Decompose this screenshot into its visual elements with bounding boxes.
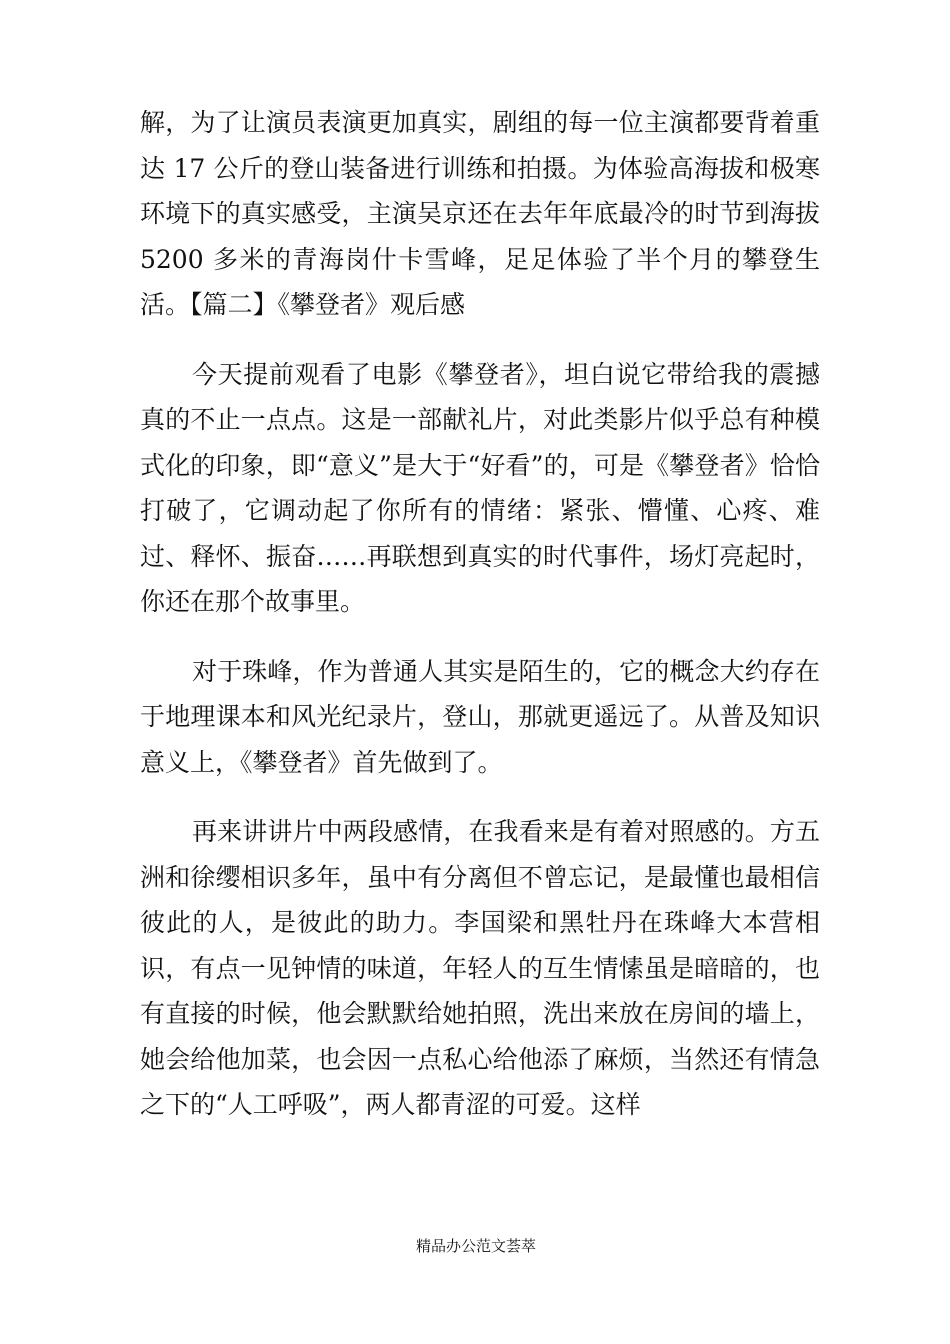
paragraph-everest: 对于珠峰，作为普通人其实是陌生的，它的概念大约存在于地理课本和风光纪录片，登山，那就更遥远了。从普及知识意义上，《攀登者》首先做到了。 <box>140 656 820 777</box>
paragraph-review-intro: 今天提前观看了电影《攀登者》，坦白说它带给我的震撼真的不止一点点。这是一部献礼片，对此类影片似乎总有种模式化的印象，即“意义”是大于“好看”的，可是《攀登者》恰恰打破了，它调动起了你所有的情绪：紧张、懵懂、心疼、难过、释怀、振奋……再联想到真实的时代事件，场灯亮起时，你还在那个故事里。 <box>140 359 820 616</box>
paragraph-continuation: 解，为了让演员表演更加真实，剧组的每一位主演都要背着重达 17 公斤的登山装备进行训练和拍摄。为体验高海拔和极寒环境下的真实感受，主演吴京还在去年年底最冷的时节到海拔 5200 多米的青海岗什卡雪峰，足足体验了半个月的攀登生活。【篇二】《攀登者》观后感 <box>140 108 820 319</box>
document-body <box>140 100 820 1152</box>
paragraph-relationships: 再来讲讲片中两段感情，在我看来是有着对照感的。方五洲和徐缨相识多年，虽中有分离但不曾忘记，是最懂也最相信彼此的人，是彼此的助力。李国梁和黑牡丹在珠峰大本营相识，有点一见钟情的味道，年轻人的互生情愫虽是暗暗的，也有直接的时候，他会默默给她拍照，洗出来放在房间的墙上，她会给他加菜，也会因一点私心给他添了麻烦，当然还有情急之下的“人工呼吸”，两人都青涩的可爱。这样 <box>140 817 820 1119</box>
page-footer: 精品办公范文荟萃 <box>416 1237 537 1255</box>
